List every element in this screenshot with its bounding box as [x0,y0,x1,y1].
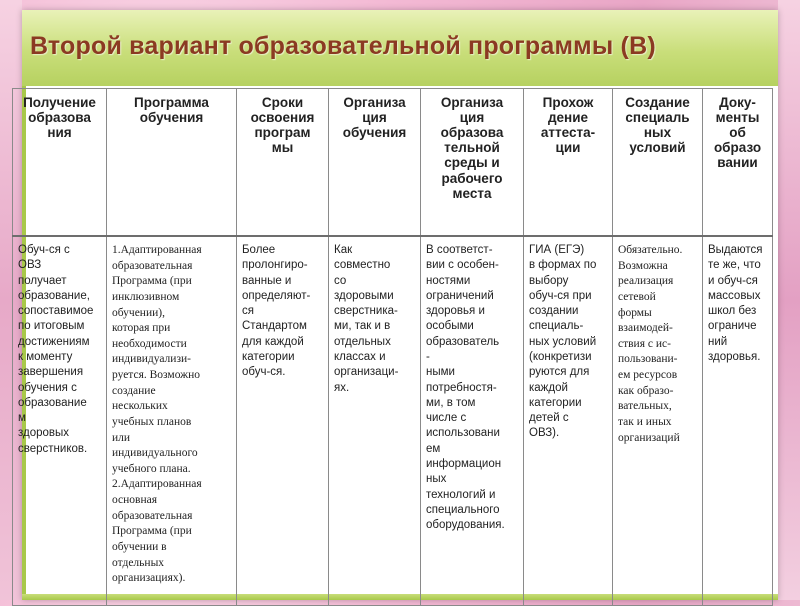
header-obtaining-education: Получение образова ния [13,89,107,237]
header-special-conditions: Создание специаль ных условий [613,89,703,237]
header-certification: Прохож дение аттеста- ции [524,89,613,237]
cell-training-program: 1.Адаптированная образовательная Программа (при инклюзивном обучении), которая при необходимости индивидуализи- руется. Возможно создание нескольких учебных планов или индивидуального учебного плана. 2.Адаптированная основная образовательная Программа (при обучении в отдельных организациях). [107,236,237,606]
cell-organization-of-training: Как совместно со здоровыми сверстника- ми, так и в отдельных классах и организаци- ях. [329,236,421,606]
cell-special-conditions: Обязательно. Возможна реализация сетевой формы взаимодей- ствия с ис- пользовани- ем ресурсов как образо- вательных, так и иных организаций [613,236,703,606]
title-band [22,10,778,86]
cell-certification: ГИА (ЕГЭ) в формах по выбору обуч-ся при создании специаль- ных условий (конкретизи руются для каждой категории детей с ОВЗ). [524,236,613,606]
cell-obtaining-education: Обуч-ся с ОВЗ получает образование, сопоставимое по итоговым достижениям к моменту завершения обучения с образование м здоровых сверстников. [13,236,107,606]
table-header-row [13,89,773,237]
table-row [13,236,773,606]
cell-educational-environment: В соответст- вии с особен- ностями ограничений здоровья и особыми образователь - ными потребностя- ми, в том числе с использовани ем информацион ных технологий и специального оборудования. [421,236,524,606]
header-education-documents: Доку- менты об образо вании [703,89,773,237]
cell-education-documents: Выдаются те же, что и обуч-ся массовых школ без ограниче ний здоровья. [703,236,773,606]
background-decoration-right [778,0,800,600]
header-educational-environment: Организа ция образова тельной среды и рабочего места [421,89,524,237]
header-training-program: Программа обучения [107,89,237,237]
program-table [12,88,773,606]
cell-study-duration: Более пролонгиро- ванные и определяют- ся Стандартом для каждой категории обуч-ся. [237,236,329,606]
slide-title: Второй вариант образовательной программы (В) [30,32,656,60]
header-study-duration: Сроки освоения програм мы [237,89,329,237]
header-organization-of-training: Организа ция обучения [329,89,421,237]
